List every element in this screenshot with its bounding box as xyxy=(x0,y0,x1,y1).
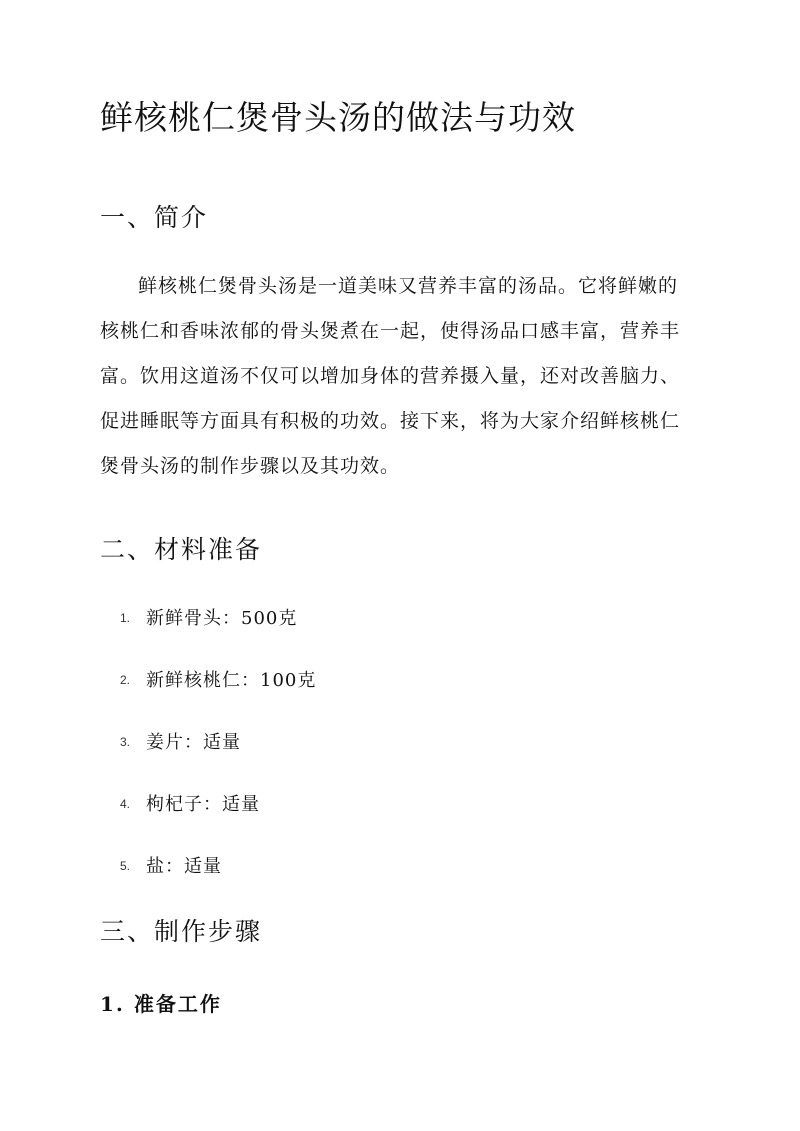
section-heading-materials: 二、材料准备 xyxy=(100,535,263,564)
intro-line: 核桃仁和香味浓郁的骨头煲煮在一起，使得汤品口感丰富，营养丰 xyxy=(100,320,681,342)
step-heading-preparation: 1. 准备工作 xyxy=(100,992,222,1016)
intro-line: 煲骨头汤的制作步骤以及其功效。 xyxy=(100,455,401,477)
list-item-number: 3. xyxy=(120,735,131,749)
intro-line: 鲜核桃仁煲骨头汤是一道美味又营养丰富的汤品。它将鲜嫩的 xyxy=(138,275,679,297)
section-heading-intro: 一、简介 xyxy=(100,203,209,232)
list-item-number: 5. xyxy=(120,859,131,873)
intro-line: 富。饮用这道汤不仅可以增加身体的营养摄入量，还对改善脑力、 xyxy=(100,365,681,387)
intro-line: 促进睡眠等方面具有积极的功效。接下来，将为大家介绍鲜核桃仁 xyxy=(100,410,681,432)
document-title: 鲜核桃仁煲骨头汤的做法与功效 xyxy=(100,98,576,137)
list-item-number: 2. xyxy=(120,673,131,687)
list-item-number: 1. xyxy=(120,611,131,625)
list-item-text: 枸杞子：适量 xyxy=(146,794,260,815)
list-item-text: 新鲜骨头：500克 xyxy=(146,608,298,629)
list-item-number: 4. xyxy=(120,797,131,811)
section-heading-steps: 三、制作步骤 xyxy=(100,917,263,946)
intro-paragraph xyxy=(100,264,700,489)
list-item-text: 姜片：适量 xyxy=(146,732,241,753)
list-item-text: 新鲜核桃仁：100克 xyxy=(146,670,317,691)
list-item-text: 盐：适量 xyxy=(146,856,222,877)
